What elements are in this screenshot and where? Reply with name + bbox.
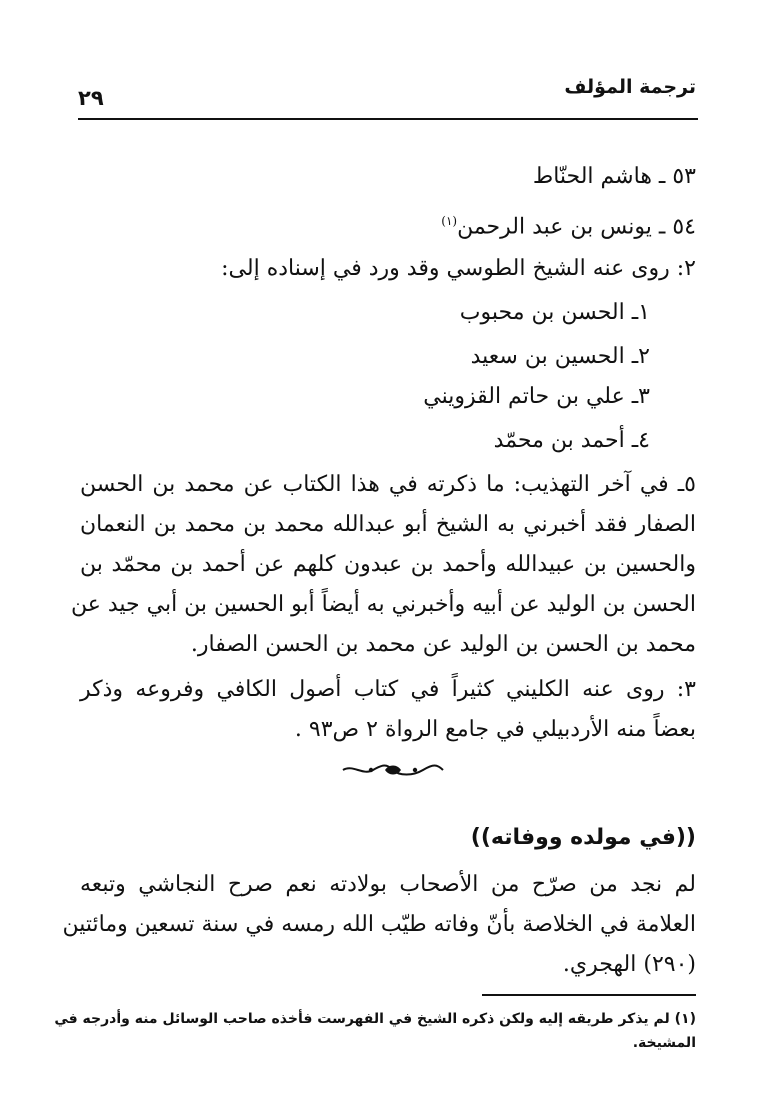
list-item: ١ـ الحسن بن محبوب [459, 300, 650, 325]
list-item-text: ٥٤ ـ يونس بن عبد الرحمن [457, 214, 696, 240]
paragraph-line: لم نجد من صرّح من الأصحاب بولادته نعم صرح النجاشي وتبعه [80, 872, 696, 897]
paragraph-line: والحسين بن عبيدالله وأحمد بن عبدون كلهم عن أحمد بن محمّد بن [80, 552, 696, 577]
paragraph-line: العلامة في الخلاصة بأنّ وفاته طيّب الله رمسه في سنة تسعين ومائتين [62, 912, 696, 937]
ornament-divider [341, 762, 445, 778]
running-header-title: ترجمة المؤلف [564, 76, 696, 98]
paragraph-line: بعضاً منه الأردبيلي في جامع الرواة ٢ ص٩٣ . [294, 717, 696, 742]
footnote-line: (١) لم يذكر طريقه إليه ولكن ذكره الشيخ في الفهرست فأخذه صاحب الوسائل منه وأدرجه في [54, 1011, 696, 1027]
list-item: ٥٣ ـ هاشم الحنّاط [532, 164, 696, 189]
section-heading: ((في مولده ووفاته)) [470, 825, 696, 850]
footnote-rule [482, 994, 696, 996]
list-item: ٤ـ أحمد بن محمّد [493, 428, 650, 453]
list-item: ٢ـ الحسين بن سعيد [470, 344, 650, 369]
paragraph-intro: ٢: روى عنه الشيخ الطوسي وقد ورد في إسناده إلى: [221, 256, 696, 281]
footnote-line: المشيخة. [632, 1035, 696, 1051]
paragraph-line: الصفار فقد أخبرني به الشيخ أبو عبدالله محمد بن محمد بن النعمان [80, 512, 696, 537]
paragraph-line: ٣: روى عنه الكليني كثيراً في كتاب أصول الكافي وفروعه وذكر [80, 677, 696, 702]
paragraph-line: (٢٩٠) الهجري. [562, 952, 696, 977]
page-number: ٢٩ [78, 86, 104, 110]
paragraph-line: محمد بن الحسن بن الوليد عن محمد بن الحسن الصفار. [190, 632, 696, 657]
list-item [441, 206, 696, 242]
paragraph-line: الحسن بن الوليد عن أبيه وأخبرني به أيضاً أبو الحسين بن أبي جيد عن [70, 592, 696, 617]
paragraph-line: ٥ـ في آخر التهذيب: ما ذكرته في هذا الكتاب عن محمد بن الحسن [80, 472, 696, 497]
list-item: ٣ـ علي بن حاتم القزويني [423, 384, 650, 409]
footnote-ref: (١) [441, 214, 458, 228]
header-rule [78, 118, 698, 120]
